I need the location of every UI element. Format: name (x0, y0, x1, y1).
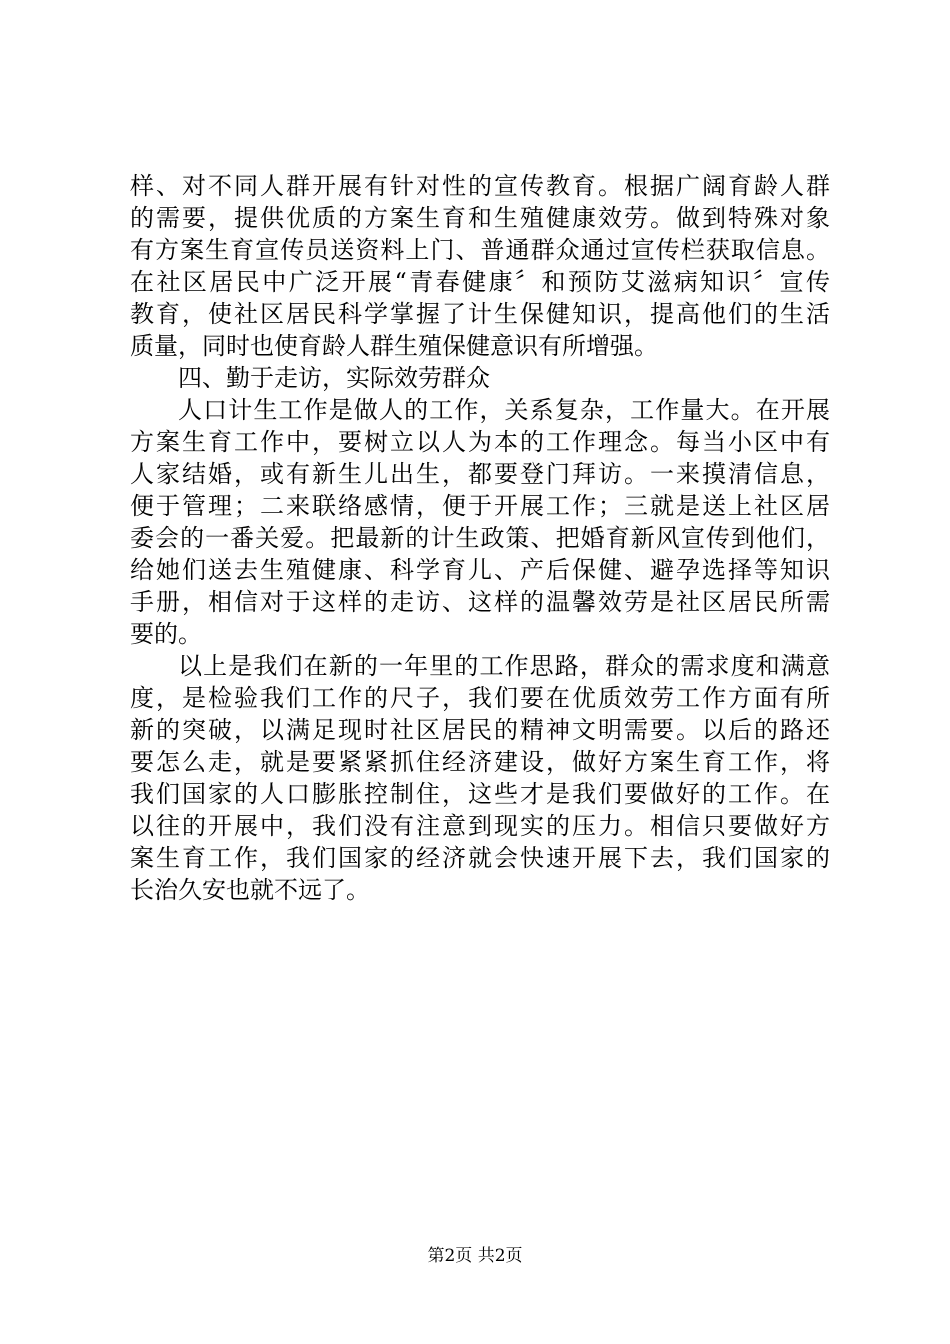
text-line: 有方案生育宣传员送资料上门、普通群众通过宣传栏获取信息。 (130, 236, 830, 264)
page-number: 第2页 共2页 (427, 1246, 523, 1266)
paragraph-home-visits (130, 394, 830, 650)
text-line: 我们国家的人口膨胀控制住，这些才是我们要做好的工作。在 (130, 780, 830, 808)
document-body (130, 170, 830, 906)
text-line: 手册，相信对于这样的走访、这样的温馨效劳是社区居民所需 (130, 588, 830, 616)
text-line: 新的突破，以满足现时社区居民的精神文明需要。以后的路还 (130, 716, 830, 744)
paragraph-health-education (130, 170, 830, 362)
text-line: 样、对不同人群开展有针对性的宣传教育。根据广阔育龄人群 (130, 172, 830, 200)
text-line: 以上是我们在新的一年里的工作思路，群众的需求度和满意 (178, 652, 830, 680)
paragraph-conclusion (130, 650, 830, 906)
text-line: 便于管理；二来联络感情，便于开展工作；三就是送上社区居 (130, 492, 830, 520)
page-footer (0, 1246, 950, 1266)
text-line: 质量，同时也使育龄人群生殖保健意识有所增强。 (130, 332, 658, 360)
text-line: 的需要，提供优质的方案生育和生殖健康效劳。做到特殊对象 (130, 204, 830, 232)
text-line: 委会的一番关爱。把最新的计生政策、把婚育新风宣传到他们， (130, 524, 830, 552)
text-line: 人口计生工作是做人的工作，关系复杂，工作量大。在开展 (178, 396, 830, 424)
text-line: 在社区居民中广泛开展“青春健康〞和预防艾滋病知识〞宣传 (130, 268, 830, 296)
text-line: 长治久安也就不远了。 (130, 876, 370, 904)
text-line: 要怎么走，就是要紧紧抓住经济建设，做好方案生育工作，将 (130, 748, 830, 776)
text-line: 人家结婚，或有新生儿出生，都要登门拜访。一来摸清信息， (130, 460, 830, 488)
section-heading-visits (130, 362, 830, 394)
text-line: 方案生育工作中，要树立以人为本的工作理念。每当小区中有 (130, 428, 830, 456)
text-line: 给她们送去生殖健康、科学育儿、产后保健、避孕选择等知识 (130, 556, 830, 584)
text-line: 要的。 (130, 620, 202, 648)
text-line: 教育，使社区居民科学掌握了计生保健知识，提高他们的生活 (130, 300, 830, 328)
section-heading: 四、勤于走访，实际效劳群众 (178, 364, 490, 392)
text-line: 以往的开展中，我们没有注意到现实的压力。相信只要做好方 (130, 812, 830, 840)
text-line: 度，是检验我们工作的尺子，我们要在优质效劳工作方面有所 (130, 684, 830, 712)
text-line: 案生育工作，我们国家的经济就会快速开展下去，我们国家的 (130, 844, 830, 872)
